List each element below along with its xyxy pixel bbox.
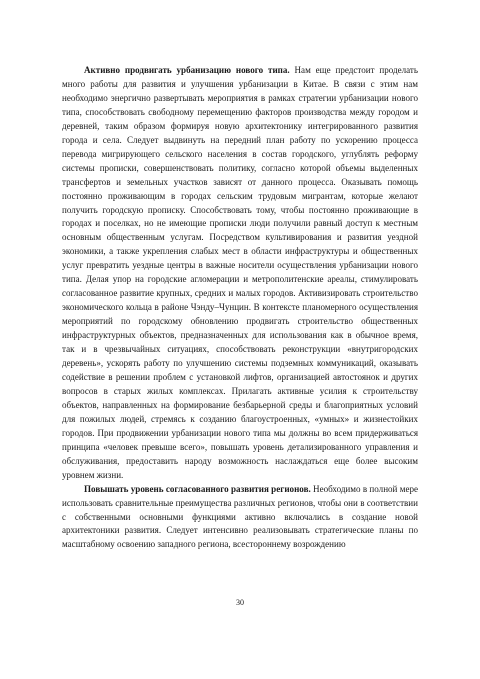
paragraph-heading-regional-development: Повышать уровень согласованного развития регионов. [84, 483, 311, 494]
paragraph-urbanization [62, 64, 418, 483]
paragraph-body-urbanization: Нам еще предстоит проделать много работы для развития и улучшения урбанизации в Китае. В связи с этим нам необходимо энергично развертывать мероприятия в рамках стратегии урбанизации нового типа, способствовать свободному перемещению факторов производства между городом и деревней, таким образом формируя новую архитектонику интегрированного развития города и села. Следует выдвинуть на передний план работу по ускорению процесса перевода мигрирующего сельского населения в состав городского, углублять реформу системы прописки, совершенствовать политику, согласно которой объемы выделенных трансфертов и земельных участков зависят от данного процесса. Оказывать помощь постоянно проживающим в городах сельским трудовым мигрантам, которые желают получить городскую прописку. Способствовать тому, чтобы постоянно проживающие в городах и поселках, но не имеющие прописки люди получили равный доступ к местным основным общественным услугам. Посредством культивирования и развития уездной экономики, а также укрепления слабых мест в области инфраструктуры и общественных услуг превратить уездные центры в важные носители осуществления урбанизации нового типа. Делая упор на городские агломерации и метрополитенские ареалы, стимулировать согласованное развитие крупных, средних и малых городов. Активизировать строительство экономического кольца в районе Чэнду–Чунцин. В контексте планомерного осуществления мероприятий по городскому обновлению продвигать строительство общественных инфраструктурных объектов, предназначенных для использования как в обычное время, так и в чрезвычайных ситуациях, способствовать реконструкции «внутригородских деревень», ускорять работу по улучшению системы подземных коммуникаций, оказывать содействие в решении проблем с установкой лифтов, организацией автостоянок и других вопросов в старых жилых комплексах. Прилагать активные усилия к строительству объектов, направленных на формирование безбарьерной среды и благоприятных условий для пожилых людей, стремясь к созданию благоустроенных, «умных» и жизнестойких городов. При продвижении урбанизации нового типа мы должны во всем придерживаться принципа «человек превыше всего», повышать уровень детализированного управления и обслуживания, предоставить народу возможность наслаждаться еще более высоким уровнем жизни. [62, 65, 418, 480]
paragraph-regional-development [62, 483, 418, 553]
paragraph-body-regional-development: Необходимо в полной мере использовать сравнительные преимущества различных регионов, чтобы они в соответствии с собственными основными функциями активно включались в создание новой архитектоники развития. Следует интенсивно реализовывать стратегические планы по масштабному освоению западного региона, всестороннему возрождению [62, 483, 418, 550]
paragraph-heading-urbanization: Активно продвигать урбанизацию нового типа. [84, 65, 290, 75]
page-number: 30 [236, 598, 244, 607]
body-text [62, 64, 418, 552]
